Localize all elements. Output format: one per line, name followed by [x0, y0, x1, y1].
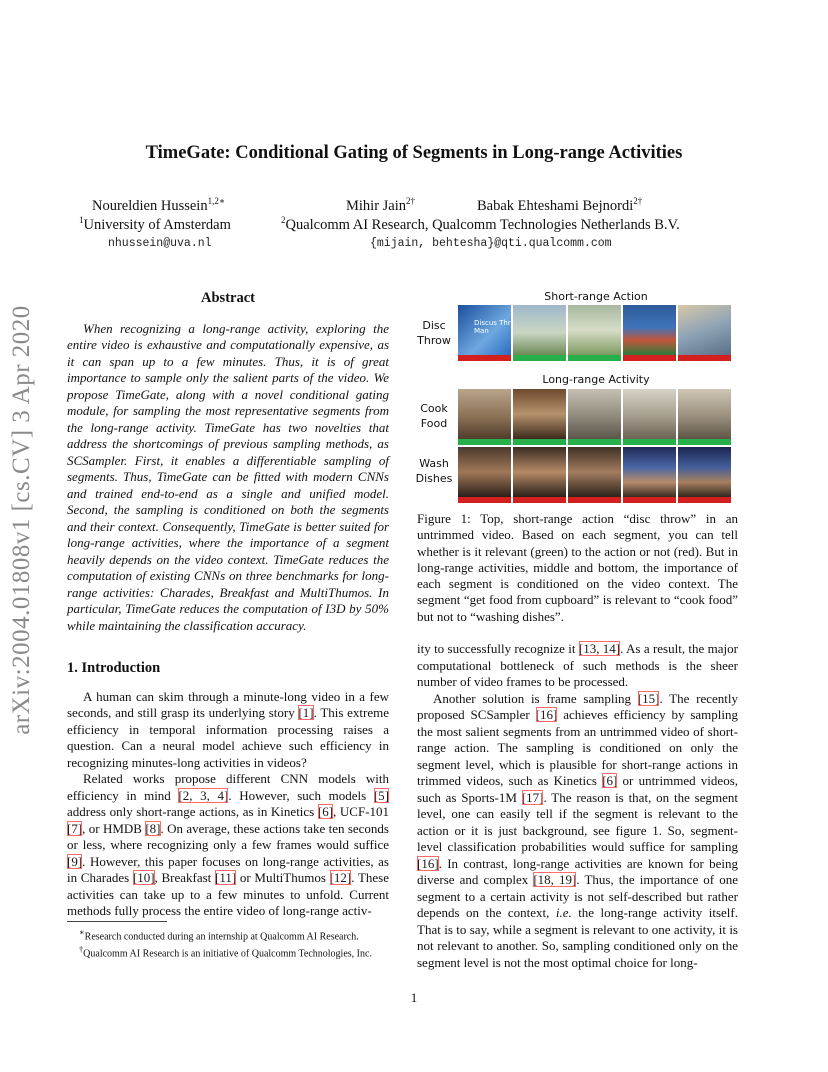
- author-2-3-email: {mijain, behtesha}@qti.qualcomm.com: [370, 237, 612, 250]
- citation[interactable]: [6]: [602, 773, 618, 788]
- abstract-heading: Abstract: [201, 290, 255, 306]
- relevance-bar-green: [513, 439, 566, 445]
- video-frame: [513, 447, 566, 503]
- intro-paragraph-2: Related works propose different CNN models with efficiency in mind [2, 3, 4]. However, such models [5] address only short-range actions, as in Kinetics [6], UCF-101 [7], or HMDB [8]. On average, these actions take ten seconds or less, where recognizing only a few frames would suffice [9]. However, this paper focuses on long-range activities, as in Charades [10], Breakfast [11] or MultiThumos [12]. These activities can take up to a few minutes to unfold. Current methods fully process the entire video of long-range activ-: [67, 771, 390, 918]
- relevance-bar-green: [623, 439, 676, 445]
- relevance-bar-green: [458, 439, 511, 445]
- right-paragraph-continuation: ity to successfully recognize it [13, 14]. As a result, the major computational bottleneck of such methods is the sheer number of video frames to be processed.: [417, 641, 738, 689]
- figure-1-caption: Figure 1: Top, short-range action “disc throw” in an untrimmed video. Based on each segment, you can tell whether is it relevant (green) to the action or not (red). But in long-range activities, middle and bottom, the importance of each segment is conditioned on the video context. The segment “get food from cupboard” is relevant to “cook food” but not to “washing dishes”.: [417, 511, 738, 624]
- arxiv-identifier: arXiv:2004.01808v1 [cs.CV] 3 Apr 2020: [8, 305, 35, 735]
- citation[interactable]: [7]: [67, 820, 83, 836]
- citation[interactable]: [6]: [317, 804, 334, 819]
- relevance-bar-red: [568, 497, 621, 503]
- citation[interactable]: [17]: [521, 789, 544, 805]
- video-frame: [678, 305, 731, 361]
- relevance-bar-red: [513, 497, 566, 503]
- citation[interactable]: [15]: [637, 690, 660, 706]
- author-2-3-affiliation: $^2$Qualcomm AI Research, Qualcomm Technologies Netherlands B.V.: [281, 215, 680, 233]
- row-label-cook-food: Cook Food: [420, 402, 448, 430]
- relevance-bar-green: [568, 439, 621, 445]
- right-paragraph-frame-sampling: Another solution is frame sampling [15]. The recently proposed SCSampler [16] achieves efficiency by sampling the most salient segments from an untrimmed video of short-range action. The sampling is conditioned on only the segment level, which is plausible for short-range actions in trimmed videos, such as Kinetics [6] or untrimmed videos, such as Sports-1M [17]. The reason is that, on the segment level, one can easily tell if the segment is relevant to the action or it is just background, see figure 1. So, segment-level classification probabilities would suffice for sampling [16]. In contrast, long-range activities are known for being diverse and complex [18, 19]. Thus, the importance of one segment to a certain activity is not self-described but rather depends on the context, i.e. the long-range activity itself. That is to say, while a segment is relevant to one activity, it is not relevant to another. So, sampling conditioned only on the segment level is not the most optimal choice for long-: [417, 690, 738, 970]
- author-1-email: nhussein@uva.nl: [108, 237, 212, 250]
- citation[interactable]: [12]: [329, 870, 352, 885]
- citation[interactable]: [16]: [535, 707, 558, 722]
- video-frame: [458, 389, 511, 445]
- video-frame: [458, 447, 511, 503]
- paper-title: TimeGate: Conditional Gating of Segments in Long-range Activities: [145, 143, 683, 163]
- author-1: Noureldien Hussein$^{1,2∗}$: [92, 196, 225, 214]
- page-number: 1: [410, 990, 418, 1005]
- frame-row-wash-dishes: [458, 447, 731, 503]
- video-frame: [678, 447, 731, 503]
- video-frame: [623, 305, 676, 361]
- footnote-rule: [67, 921, 167, 922]
- citation[interactable]: [10]: [132, 870, 155, 885]
- row-label-disc-throw: Disc Throw: [417, 319, 451, 347]
- relevance-bar-green: [568, 355, 621, 361]
- citation[interactable]: [2, 3, 4]: [178, 787, 229, 803]
- video-frame: [568, 447, 621, 503]
- author-3: Babak Ehteshami Bejnordi$^{2\dagger}$: [477, 196, 643, 214]
- left-column: [67, 290, 389, 920]
- footnote-1: ∗Research conducted during an internship at Qualcomm AI Research.: [79, 928, 359, 943]
- citation[interactable]: [13, 14]: [578, 641, 621, 656]
- frame-overlay-text: Discus Thr Man: [474, 319, 511, 335]
- video-frame: [568, 389, 621, 445]
- relevance-bar-red: [458, 497, 511, 503]
- relevance-bar-red: [623, 497, 676, 503]
- video-frame: [678, 389, 731, 445]
- section-heading-introduction: 1. Introduction: [67, 660, 161, 676]
- relevance-bar-red: [678, 497, 731, 503]
- relevance-bar-green: [678, 439, 731, 445]
- relevance-bar-red: [623, 355, 676, 361]
- intro-paragraph-1: A human can skim through a minute-long video in a few seconds, and still grasp its underlying story [1]. This extreme efficiency in temporal information processing raises a question. Can a neural model achieve such efficiency in recognizing minutes-long activities in videos?: [67, 688, 390, 770]
- citation[interactable]: [16]: [417, 855, 439, 871]
- citation[interactable]: [1]: [298, 705, 314, 720]
- citation[interactable]: [11]: [215, 870, 237, 885]
- figure-long-range-title: Long-range Activity: [542, 373, 650, 386]
- citation[interactable]: [5]: [373, 787, 389, 803]
- abstract-text: When recognizing a long-range activity, exploring the entire video is exhaustive and computationally expensive, as it can span up to a few minutes. Thus, it is of great importance to sample only the salient parts of the video. We propose TimeGate, along with a novel conditional gating module, for sampling the most representative segments from the long-range activity. TimeGate has two novelties that address the shortcomings of previous sampling methods, as SCSampler. First, it enables a differentiable sampling of segments. Thus, TimeGate can be fitted with modern CNNs and trained end-to-end as a single and unified model. Second, the sampling is conditioned on both the segments and their context. Consequently, TimeGate is better suited for long-range activities, where the importance of a segment heavily depends on the video context. TimeGate reduces the computation of existing CNNs on three benchmarks for long-range activities: Charades, Breakfast and MultiThumos. In particular, TimeGate reduces the computation of I3D by 50% while maintaining the classification accuracy.: [67, 320, 389, 633]
- citation[interactable]: [18, 19]: [533, 872, 577, 887]
- video-frame: [513, 389, 566, 445]
- figure-short-range-title: Short-range Action: [544, 290, 648, 303]
- author-1-affiliation: $^1$University of Amsterdam: [79, 215, 231, 233]
- right-column: [417, 641, 738, 971]
- relevance-bar-green: [513, 355, 566, 361]
- citation[interactable]: [8]: [145, 820, 161, 836]
- citation[interactable]: [9]: [67, 853, 83, 869]
- frame-row-cook-food: [458, 389, 731, 445]
- video-frame: [568, 305, 621, 361]
- video-frame: [513, 305, 566, 361]
- footnote-2: †Qualcomm AI Research is an initiative of Qualcomm Technologies, Inc.: [79, 945, 372, 960]
- video-frame: [623, 447, 676, 503]
- row-label-wash-dishes: Wash Dishes: [415, 457, 453, 485]
- footnotes: [67, 926, 389, 961]
- frame-row-disc-throw: [458, 305, 731, 361]
- relevance-bar-red: [678, 355, 731, 361]
- relevance-bar-red: [458, 355, 511, 361]
- video-frame: [458, 305, 511, 361]
- author-2: Mihir Jain$^{2\dagger}$: [346, 196, 416, 214]
- video-frame: [623, 389, 676, 445]
